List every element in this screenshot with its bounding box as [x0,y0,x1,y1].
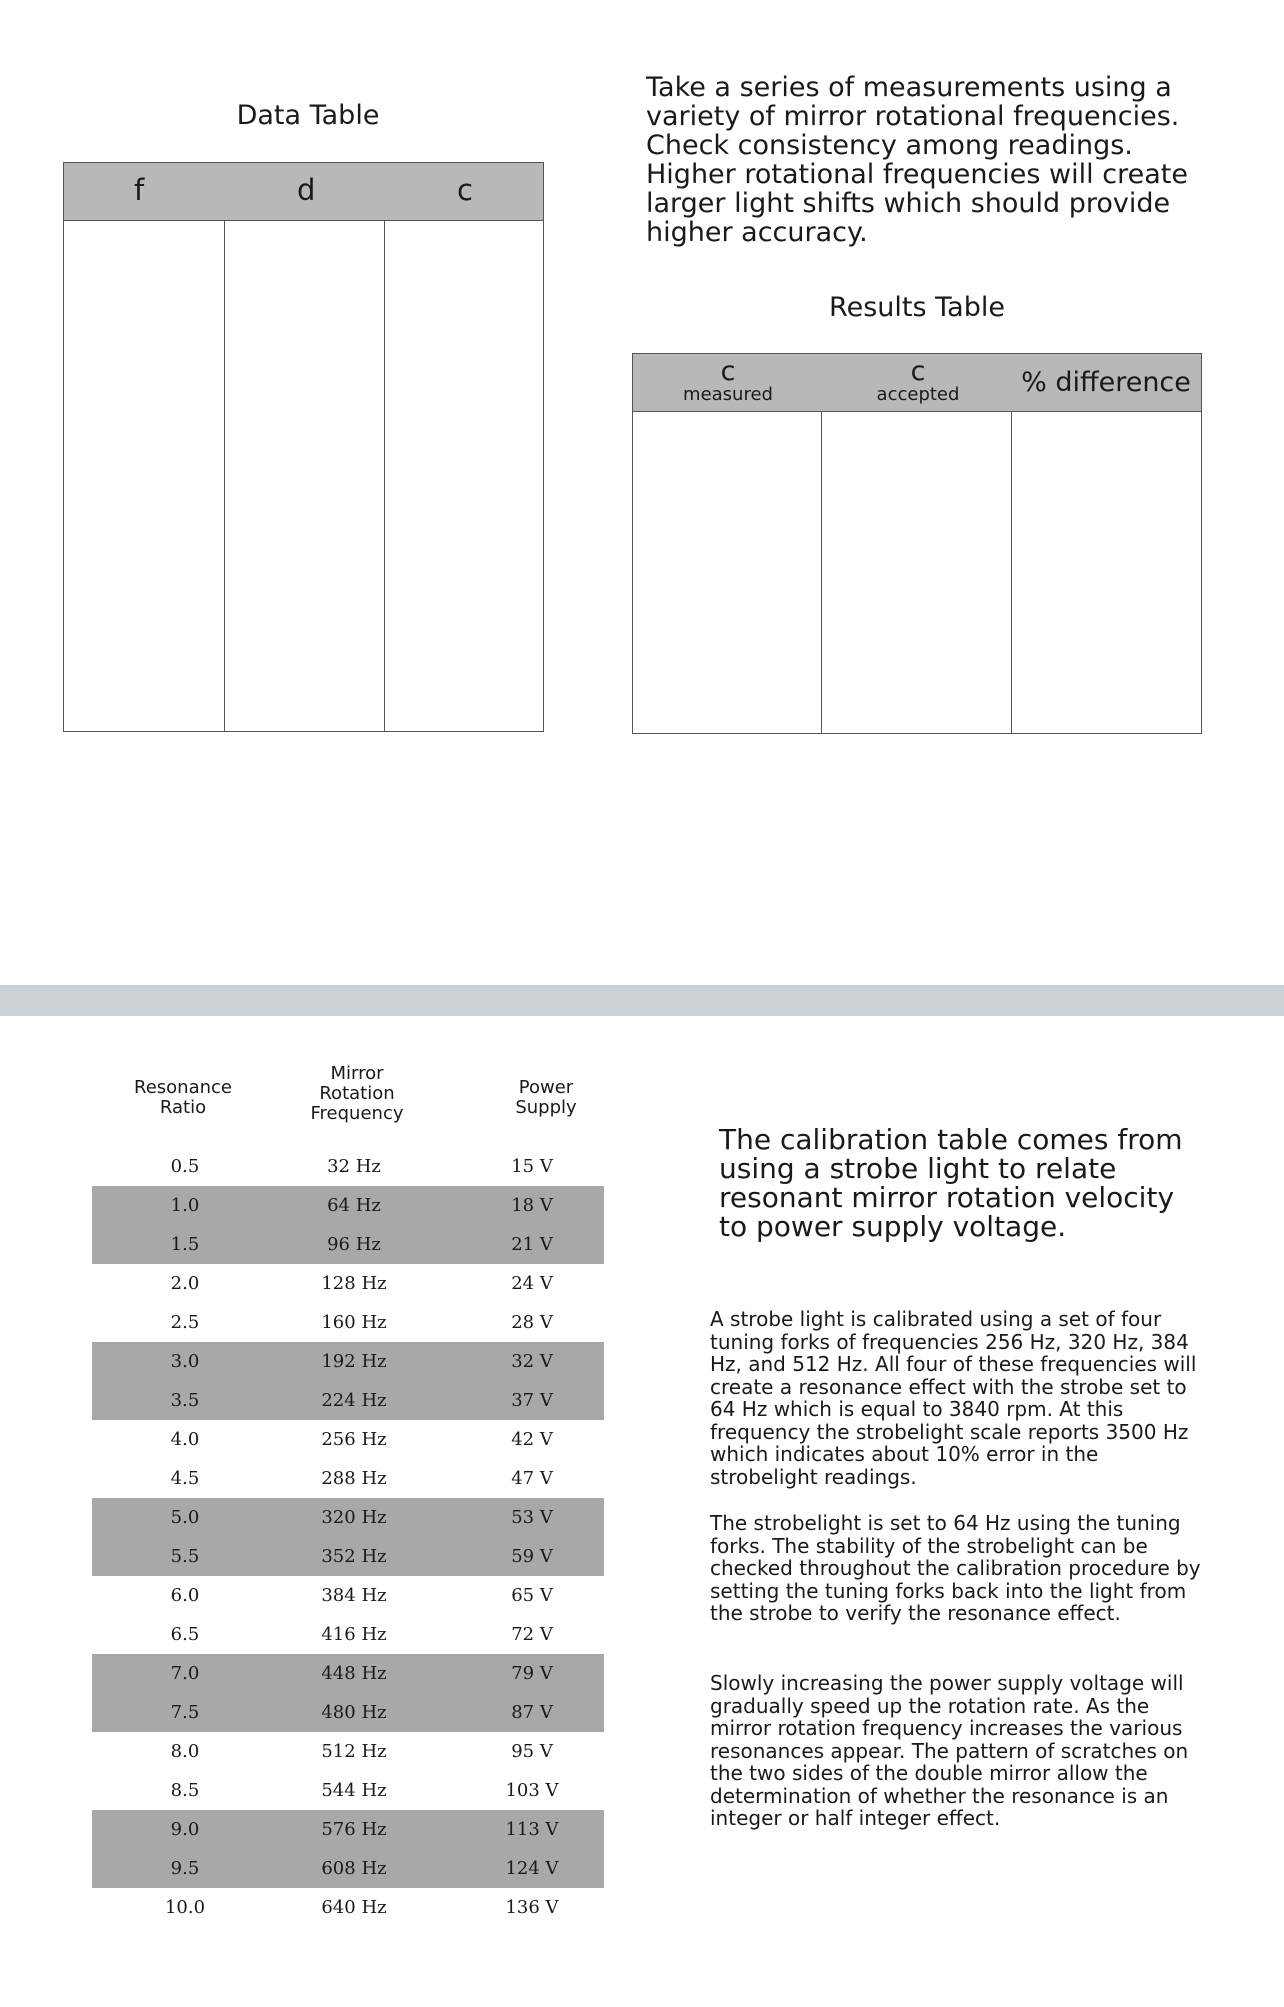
calibration-row [92,1810,604,1849]
calibration-paragraph: A strobe light is calibrated using a set of four tuning forks of frequencies 256 Hz, 320 Hz, 384 Hz, and 512 Hz. All four of these frequencies will create a resonance effect with the strobe set to 64 Hz which is equal to 3840 rpm. At this frequency the strobelight scale reports 3500 Hz which indicates about 10% error in the strobelight readings. [710,1307,1197,1489]
frequency-cell: 544 Hz [321,1780,387,1801]
section-separator [0,985,1284,1016]
calibration-row [92,1498,604,1537]
ratio-cell: 9.5 [170,1858,200,1879]
calibration-row [92,1420,604,1459]
voltage-cell: 18 V [511,1195,553,1216]
results-header-c-accepted [823,354,1013,412]
ratio-cell: 7.5 [170,1702,200,1723]
frequency-cell: 160 Hz [321,1312,387,1333]
frequency-cell: 640 Hz [321,1897,387,1918]
calibration-row [92,1342,604,1381]
frequency-cell: 96 Hz [327,1234,381,1255]
frequency-cell: 384 Hz [321,1585,387,1606]
ratio-cell: 3.5 [170,1390,200,1411]
frequency-cell: 576 Hz [321,1819,387,1840]
calibration-row [92,1264,604,1303]
voltage-cell: 24 V [511,1273,553,1294]
calibration-row [92,1576,604,1615]
frequency-cell: 256 Hz [321,1429,387,1450]
calibration-heading: The calibration table comes from using a strobe light to relate resonant mirror rotation velocity to power supply voltage. [719,1123,1183,1243]
data-header-f: f [134,173,145,207]
frequency-cell: 416 Hz [321,1624,387,1645]
calibration-row [92,1771,604,1810]
voltage-cell: 113 V [505,1819,559,1840]
frequency-cell: 128 Hz [321,1273,387,1294]
ratio-cell: 10.0 [164,1897,206,1918]
voltage-cell: 72 V [511,1624,553,1645]
calibration-table [92,1147,604,1927]
data-header-d: d [297,173,316,207]
results-table-divider [1011,412,1012,733]
voltage-cell: 65 V [511,1585,553,1606]
frequency-cell: 288 Hz [321,1468,387,1489]
calibration-row [92,1849,604,1888]
voltage-cell: 53 V [511,1507,553,1528]
ratio-cell: 8.0 [170,1741,200,1762]
ratio-cell: 4.0 [170,1429,200,1450]
calibration-row [92,1225,604,1264]
frequency-cell: 192 Hz [321,1351,387,1372]
data-header-c: c [457,173,473,207]
voltage-cell: 59 V [511,1546,553,1567]
results-table-title: Results Table [829,292,1005,323]
data-table-title: Data Table [236,100,380,131]
frequency-cell: 448 Hz [321,1663,387,1684]
results-header-label: % difference [1021,367,1191,398]
calibration-row [92,1615,604,1654]
calib-header-frequency: Mirror Rotation Frequency [310,1063,404,1124]
ratio-cell: 4.5 [170,1468,200,1489]
results-header-c-measured [633,354,823,412]
frequency-cell: 64 Hz [327,1195,381,1216]
frequency-cell: 352 Hz [321,1546,387,1567]
calibration-row [92,1186,604,1225]
calib-header-supply: Power Supply [515,1077,577,1118]
voltage-cell: 136 V [505,1897,559,1918]
ratio-cell: 6.0 [170,1585,200,1606]
ratio-cell: 0.5 [170,1156,200,1177]
ratio-cell: 1.0 [170,1195,200,1216]
ratio-cell: 2.0 [170,1273,200,1294]
ratio-cell: 8.5 [170,1780,200,1801]
frequency-cell: 480 Hz [321,1702,387,1723]
results-header-percent-difference [1011,354,1201,412]
data-table-header [64,163,543,221]
ratio-cell: 5.5 [170,1546,200,1567]
results-header-symbol: c [720,356,736,387]
results-header-sub: measured [683,384,773,405]
voltage-cell: 124 V [505,1858,559,1879]
frequency-cell: 608 Hz [321,1858,387,1879]
ratio-cell: 5.0 [170,1507,200,1528]
intro-paragraph: Take a series of measurements using a variety of mirror rotational frequencies. Check consistency among readings. Higher rotational frequencies will create larger light shifts which should provide higher accuracy. [646,72,1188,248]
results-header-sub: accepted [876,384,960,405]
ratio-cell: 7.0 [170,1663,200,1684]
ratio-cell: 2.5 [170,1312,200,1333]
results-table [632,353,1202,734]
calibration-row [92,1303,604,1342]
frequency-cell: 32 Hz [327,1156,381,1177]
voltage-cell: 37 V [511,1390,553,1411]
results-table-header [633,354,1201,412]
frequency-cell: 224 Hz [321,1390,387,1411]
voltage-cell: 79 V [511,1663,553,1684]
calibration-paragraph: Slowly increasing the power supply voltage will gradually speed up the rotation rate. As the mirror rotation frequency increases the various resonances appear. The pattern of scratches on the two sides of the double mirror allow the determination of whether the resonance is an integer or half integer effect. [710,1671,1189,1830]
voltage-cell: 32 V [511,1351,553,1372]
data-table-divider [384,221,385,731]
frequency-cell: 320 Hz [321,1507,387,1528]
voltage-cell: 21 V [511,1234,553,1255]
calibration-row [92,1537,604,1576]
ratio-cell: 9.0 [170,1819,200,1840]
results-header-symbol: c [910,356,926,387]
data-table [63,162,544,732]
ratio-cell: 6.5 [170,1624,200,1645]
voltage-cell: 28 V [511,1312,553,1333]
voltage-cell: 15 V [511,1156,553,1177]
calibration-row [92,1381,604,1420]
results-table-divider [821,412,822,733]
calibration-paragraph: The strobelight is set to 64 Hz using the tuning forks. The stability of the strobelight can be checked throughout the calibration procedure by setting the tuning forks back into the light from the strobe to verify the resonance effect. [710,1511,1201,1625]
voltage-cell: 103 V [505,1780,559,1801]
calibration-row [92,1732,604,1771]
calib-header-ratio: Resonance Ratio [134,1077,232,1118]
ratio-cell: 1.5 [170,1234,200,1255]
calibration-row [92,1693,604,1732]
voltage-cell: 95 V [511,1741,553,1762]
calibration-row [92,1459,604,1498]
data-table-divider [224,221,225,731]
calibration-row [92,1147,604,1186]
calibration-row [92,1654,604,1693]
calibration-row [92,1888,604,1927]
voltage-cell: 87 V [511,1702,553,1723]
frequency-cell: 512 Hz [321,1741,387,1762]
voltage-cell: 47 V [511,1468,553,1489]
ratio-cell: 3.0 [170,1351,200,1372]
voltage-cell: 42 V [511,1429,553,1450]
